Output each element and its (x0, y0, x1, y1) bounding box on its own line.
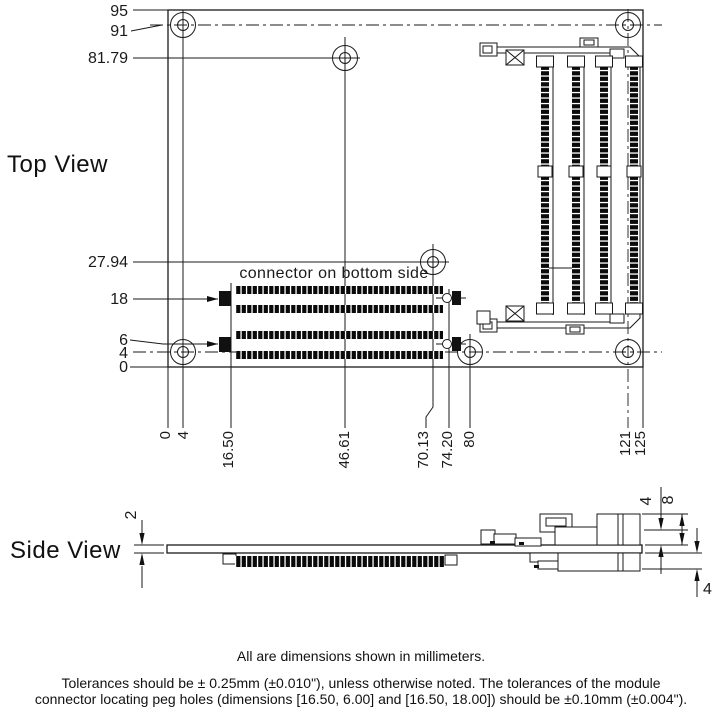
tolerance-note-line2: connector locating peg holes (dimensions [16.50, 6.00] and [16.50, 18.00]) should be ±0.10mm (±0.004"). (34, 691, 688, 707)
hole-centerlines (133, 9, 662, 428)
dim-x-80: 80 (461, 431, 478, 448)
latch-bowtie-bottom (506, 306, 524, 321)
board-thickness-dimension (123, 510, 164, 588)
locating-peg (219, 337, 231, 352)
dim-x-0: 0 (157, 431, 174, 440)
dim-top-4: 4 (638, 496, 655, 506)
latch-arm-step (515, 538, 541, 546)
top-view (7, 3, 662, 469)
latch-contact (519, 542, 524, 545)
dim-x-16-50: 16.50 (220, 431, 237, 469)
top-view-label: Top View (7, 151, 108, 178)
socket-latch-bars (482, 47, 640, 328)
dim-x-4: 4 (175, 431, 192, 440)
latch-bowtie-top (506, 50, 524, 65)
dim-6: 6 (119, 332, 128, 349)
dim-thickness-2: 2 (123, 510, 140, 520)
sodimm-socket-top-view (477, 38, 643, 334)
locating-peg-hole (443, 294, 452, 303)
drawing-notes (35, 648, 687, 707)
dim-top-8: 8 (660, 495, 677, 505)
side-connector (223, 554, 457, 567)
connector-row-strip (236, 286, 443, 294)
socket-end-piece-bottom (610, 314, 624, 323)
latch-arm-step-lower (538, 561, 558, 569)
dim-95: 95 (110, 3, 128, 20)
latch-end-block-inner (483, 46, 492, 53)
top-height-dimensions (638, 487, 688, 574)
dim-x-74-20: 74.20 (439, 431, 456, 469)
socket-tab-top-inner (584, 40, 594, 45)
locating-peg (452, 291, 461, 305)
side-connector-tail (445, 555, 457, 565)
bottom-dimension-labels (157, 431, 649, 469)
dim-bottom-4: 4 (703, 581, 712, 598)
side-connector-body (235, 556, 445, 567)
sodimm-pin-strips (537, 56, 643, 314)
dim-4: 4 (119, 345, 128, 362)
dim-91: 91 (110, 23, 128, 40)
locating-peg-hole (443, 340, 452, 349)
sodimm-socket-side-view (481, 514, 640, 571)
dim-x-70-13: 70.13 (415, 431, 432, 469)
latch-contact (534, 565, 539, 568)
tolerance-note-line1: Tolerances should be ± 0.25mm (±0.010"), unless otherwise noted. The tolerances of the module (61, 675, 661, 691)
bottom-height-dimension (642, 528, 712, 598)
latch-arm-step (494, 534, 516, 544)
left-dimension-labels (88, 3, 128, 376)
bottom-extension-lines (168, 10, 643, 428)
side-view (10, 487, 712, 598)
socket-tab-bottom-inner (570, 327, 580, 332)
socket-upper-body (555, 527, 597, 545)
left-dimension-leader-lines (130, 10, 449, 367)
side-connector-end (223, 554, 236, 564)
connector-row-strip (236, 305, 443, 313)
dim-81-79: 81.79 (87, 50, 128, 67)
units-note: All are dimensions shown in millimeters. (236, 648, 486, 664)
locating-peg (219, 291, 231, 306)
dim-18: 18 (110, 291, 128, 308)
leader-arrowheads (207, 296, 218, 347)
socket-lower-body (558, 553, 640, 571)
bottom-side-connectors (219, 286, 461, 359)
dim-27-94: 27.94 (87, 254, 128, 271)
board-outline-side-view (167, 545, 642, 553)
small-component (477, 311, 490, 324)
dim-x-121: 121 (617, 431, 634, 457)
dim-x-46-61: 46.61 (336, 431, 353, 469)
latch-contact (490, 541, 495, 544)
socket-upper-latch-inner (546, 518, 566, 526)
locating-peg (452, 337, 461, 351)
connector-annotation: connector on bottom side (239, 265, 429, 282)
dim-x-125: 125 (632, 431, 649, 457)
dim-0: 0 (119, 359, 128, 376)
connector-row-strip (236, 331, 443, 339)
connector-row-strip (236, 351, 443, 359)
side-view-label: Side View (10, 537, 121, 564)
